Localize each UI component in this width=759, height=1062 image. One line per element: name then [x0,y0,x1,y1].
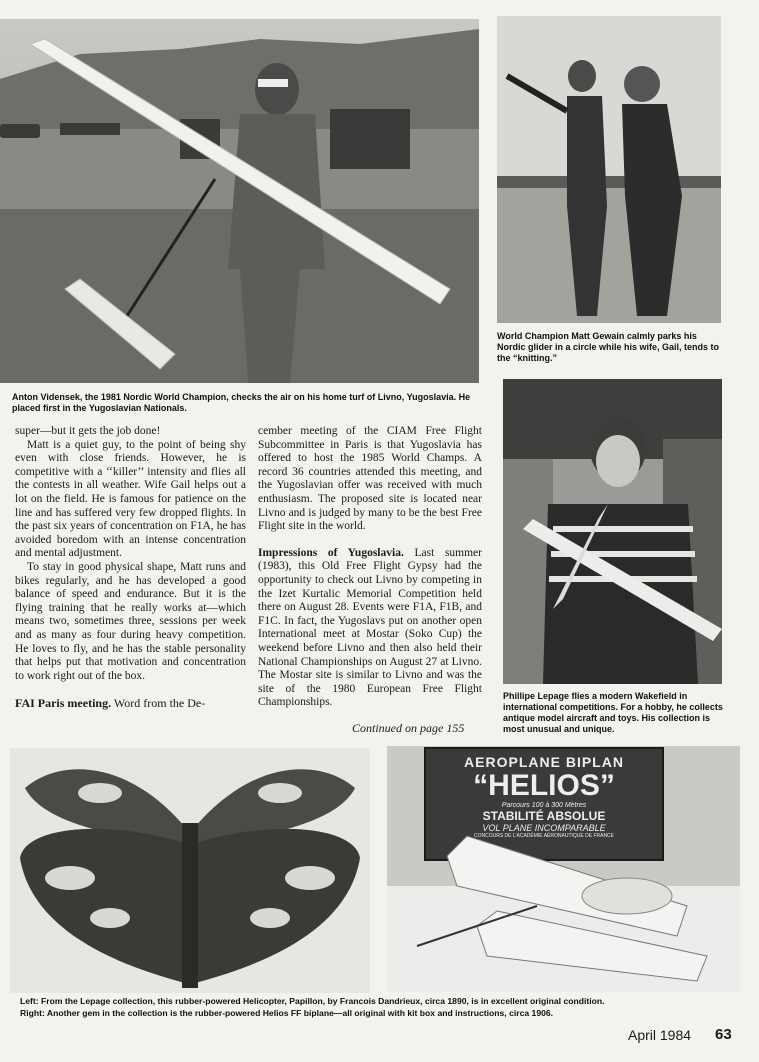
caption-bottom-left: Left: From the Lepage collection, this rubber-powered Helicopter, Papillon, by Francois Dandrieux, circa 1890, is in excellent original condition. [20,996,605,1006]
col2-paragraph-2-text: Last summer (1983), this Old Free Flight Gypsy had the opportunity to check out Livno by competing in the Izet Kurtalic Memorial Competition held there on August 28. Events were F1A, F1B, and F1C. In fact, the Yugoslavs put on another open International meet at Mostar (Soko Cup) the weekend before Livno and then also held their National Championships on August 27 at Livno. The Mostar site is similar to Livno and was the site of the 1980 European Free Flight Championships. [258,546,482,709]
caption-gewain: World Champion Matt Gewain calmly parks his Nordic glider in a circle while his wife, Gail, tends to the “knitting.” [497,331,720,363]
box-line-4: STABILITÉ ABSOLUE [482,809,606,823]
col1-paragraph-3: To stay in good physical shape, Matt runs and bikes regularly, and he has developed a good balance of speed and endurance. But it is the flying training that he really works at—which means two, sometimes three, sessions per week and as many as four during heavy competition. He loves to fly, and he has the stable personality that helps put that motivation and concentration to work right out of the box. [15,560,246,682]
col1-paragraph-4-text: Word from the De- [111,696,206,711]
col1-paragraph-1: super—but it gets the job done! [15,425,161,437]
photo-lepage [503,379,722,684]
col2-paragraph-1: cember meeting of the CIAM Free Flight Subcommittee in Paris is that Yugoslavia has offered to host the 1985 World Champs. A record 36 countries attended this meeting, and the Yugoslavian offer was received with much enthusiasm. The proposed site is located near Livno and is judged by many to be the best Free Flight site in the world. [258,425,482,533]
photo-helios-biplane [387,746,740,992]
box-line-1: AEROPLANE BIPLAN [464,754,624,770]
page-number: 63 [715,1026,732,1043]
caption-vidensek: Anton Vidensek, the 1981 Nordic World Champion, checks the air on his home turf of Livno, Yugoslavia. He placed first in the Yugoslavian Nationals. [12,392,471,413]
col1-paragraph-2: Matt is a quiet guy, to the point of being shy even with close friends. However, he is competitive with a ‘‘killer’’ intensity and flies all the contests in all weather. Wife Gail helps out a lot on the field. He is famous for patience on the line and has suffered very few dropped flights. In the past six years of concentration on F1A, he has avoided boredom with an intense concentration and mental adjustment. [15,438,246,560]
photo-papillon-helicopter [10,748,370,993]
kit-box-label [427,750,661,858]
caption-bottom-right: Right: Another gem in the collection is the rubber-powered Helios FF biplane—all original with kit box and instructions, circa 1906. [20,1008,554,1018]
photo-vidensek-glider [0,19,479,383]
box-line-5: VOL PLANE INCOMPARABLE [482,823,606,833]
section-heading-fai-paris: FAI Paris meeting. [15,696,112,711]
photo-gewain [497,16,721,323]
continued-note: Continued on page 155 [352,721,465,735]
box-line-6: CONCOURS DE L’ACADÉMIE AÉRONAUTIQUE DE FRANCE [473,833,615,839]
caption-lepage: Phillipe Lepage flies a modern Wakefield in international competitions. For a hobby, he collects antique model aircraft and toys. His collection is most unusual and unique. [503,691,723,734]
article-column-1 [15,425,246,711]
box-line-3: Parcours 100 à 300 Mètres [501,802,587,809]
col2-paragraph-2 [258,547,482,710]
issue-date: April 1984 [628,1027,692,1043]
box-line-2: “HELIOS” [473,769,615,802]
article-column-2 [258,425,482,710]
section-heading-impressions: Impressions of Yugoslavia. [258,546,404,559]
col1-paragraph-4 [15,697,246,711]
